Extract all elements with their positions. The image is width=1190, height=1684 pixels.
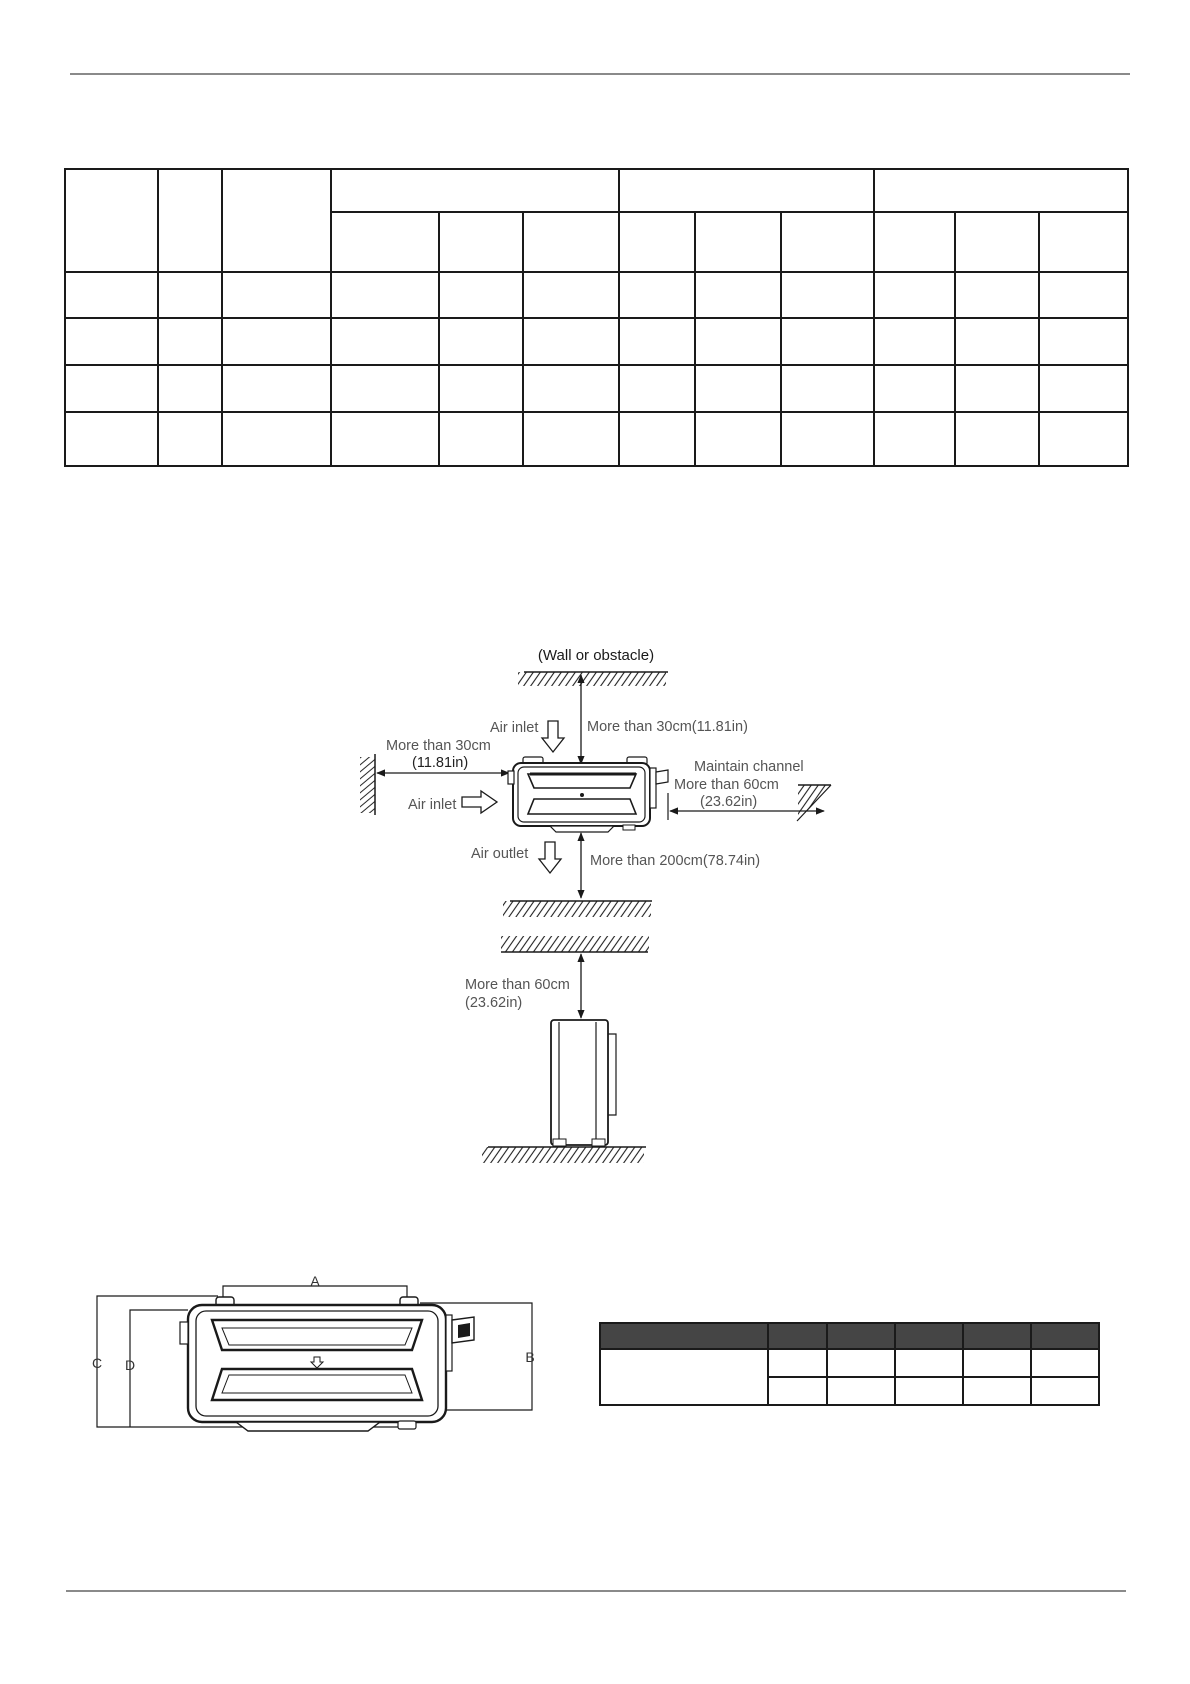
- dimension-diagram: [92, 1273, 535, 1431]
- top-clearance-text: More than 30cm(11.81in): [587, 719, 748, 735]
- dimension-d-line: [130, 1310, 188, 1427]
- bottom-clearance-text: More than 200cm(78.74in): [590, 853, 761, 869]
- top-wall: [518, 672, 668, 686]
- dimension-c-label: C: [91, 1355, 103, 1371]
- table-cell: [600, 1349, 768, 1405]
- ground: [482, 1147, 646, 1163]
- dimension-table-header: [600, 1323, 1099, 1349]
- floor-clearance-line1: More than 60cm: [465, 977, 570, 993]
- floor-clearance-line2: (23.62in): [465, 995, 523, 1011]
- left-clearance-line2: (11.81in): [412, 755, 469, 771]
- footer-rule: [66, 1590, 1126, 1592]
- dimension-a-label: A: [310, 1273, 320, 1289]
- floor-obstacle: [501, 901, 652, 952]
- right-clearance-line1: More than 60cm: [674, 777, 779, 793]
- dimension-table: [599, 1322, 1100, 1406]
- right-clearance-line2: (23.62in): [700, 794, 758, 810]
- right-wall: [797, 785, 831, 821]
- indoor-unit-front-view: [180, 1297, 474, 1431]
- clearance-diagram: [360, 647, 831, 1163]
- top-air-inlet-label: Air inlet: [490, 720, 539, 736]
- down-arrow-icon: [539, 842, 561, 873]
- wall-label: (Wall or obstacle): [537, 647, 655, 664]
- outdoor-unit-drawing: [551, 1020, 616, 1146]
- left-clearance-line1: More than 30cm: [386, 738, 491, 754]
- dimension-d-label: D: [124, 1357, 136, 1373]
- dimension-b-label: B: [525, 1349, 535, 1365]
- right-arrow-icon: [462, 791, 497, 813]
- side-air-inlet-label: Air inlet: [408, 797, 457, 813]
- dimension-table-row: [600, 1349, 1099, 1377]
- air-outlet-label: Air outlet: [471, 846, 529, 862]
- left-wall: [360, 754, 375, 815]
- indoor-unit-drawing: [508, 757, 668, 832]
- maintain-channel-label: Maintain channel: [694, 759, 804, 775]
- down-arrow-icon: [542, 721, 564, 752]
